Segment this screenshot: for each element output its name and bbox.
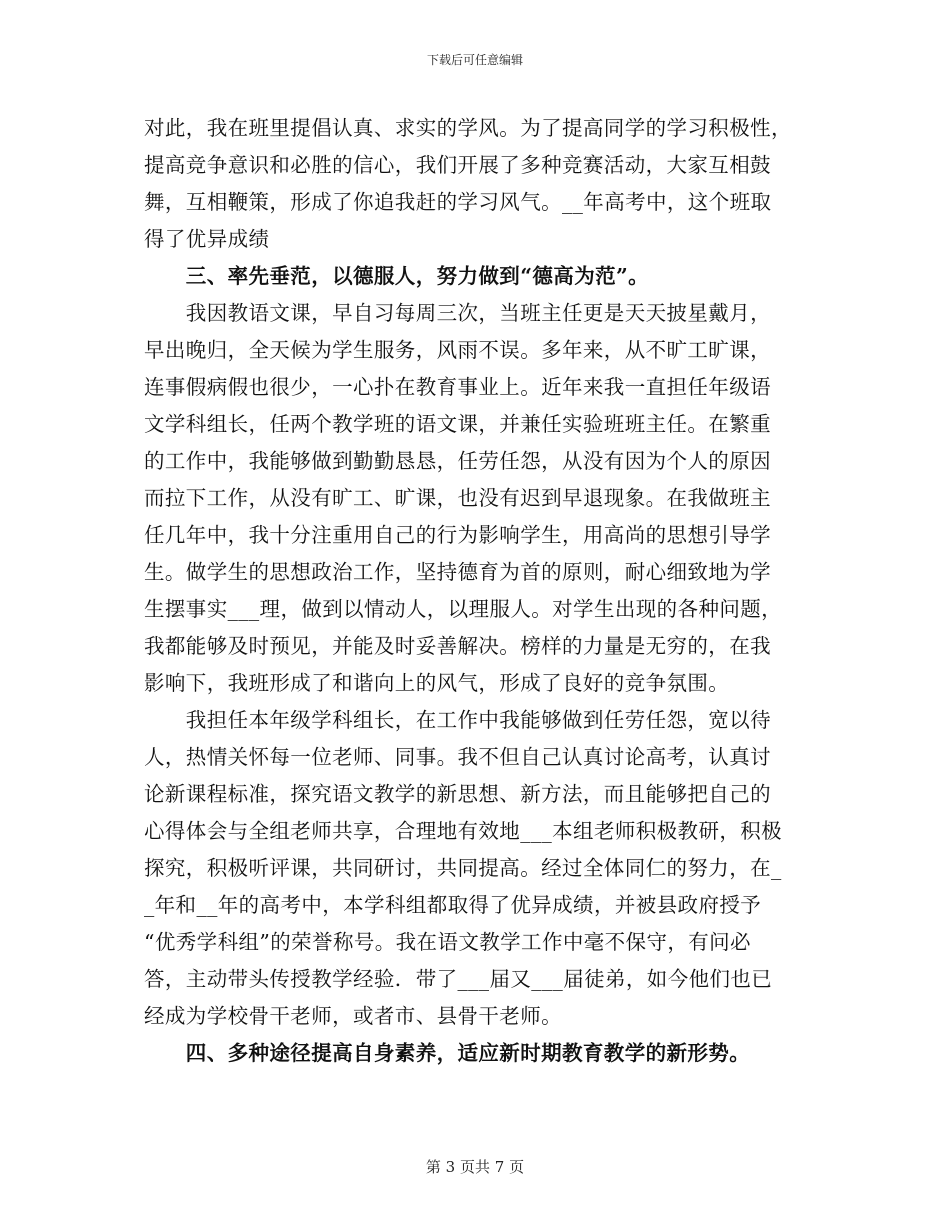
section-heading-4: 四、多种途径提高自身素养，适应新时期教育教学的新形势。 — [144, 1041, 751, 1065]
paragraph-line: 我担任本年级学科组长，在工作中我能够做到任劳任怨，宽以待 — [144, 708, 771, 732]
paragraph-line: 论新课程标准，探究语文教学的新思想、新方法，而且能够把自己的 — [144, 782, 771, 806]
paragraph-line: 我因教语文课，早自习每周三次，当班主任更是天天披星戴月， — [144, 301, 771, 325]
paragraph-line: 舞，互相鞭策，形成了你追我赶的学习风气。__年高考中，这个班取 — [144, 190, 772, 214]
paragraph-line: 探究，积极听评课，共同研讨，共同提高。经过全体同仁的努力，在_ — [144, 856, 782, 880]
paragraph-line: _年和__年的高考中，本学科组都取得了优异成绩，并被县政府授予 — [144, 893, 762, 917]
paragraph-line: 生。做学生的思想政治工作，坚持德育为首的原则，耐心细致地为学 — [144, 560, 771, 584]
paragraph-line: 文学科组长，任两个教学班的语文课，并兼任实验班班主任。在繁重 — [144, 412, 771, 436]
paragraph-line: 经成为学校骨干老师，或者市、县骨干老师。 — [144, 1004, 562, 1028]
paragraph-line: 生摆事实___理，做到以情动人，以理服人。对学生出现的各种问题， — [144, 597, 783, 621]
paragraph-line: 早出晚归，全天候为学生服务，风雨不误。多年来，从不旷工旷课， — [144, 338, 771, 362]
paragraph-line: 人，热情关怀每一位老师、同事。我不但自己认真讨论高考，认真讨 — [144, 745, 771, 769]
paragraph-line: “优秀学科组”的荣誉称号。我在语文教学工作中毫不保守，有问必 — [144, 930, 751, 954]
paragraph-line: 对此，我在班里提倡认真、求实的学风。为了提高同学的学习积极性， — [144, 116, 792, 140]
paragraph-line: 的工作中，我能够做到勤勤恳恳，任劳任怨，从没有因为个人的原因 — [144, 449, 771, 473]
paragraph-line: 得了优异成绩 — [144, 227, 270, 251]
paragraph-line: 影响下，我班形成了和谐向上的风气，形成了良好的竞争氛围。 — [144, 671, 730, 695]
paragraph-line: 答，主动带头传授教学经验．带了___届又___届徒弟，如今他们也已 — [144, 967, 773, 991]
paragraph-line: 任几年中，我十分注重用自己的行为影响学生，用高尚的思想引导学 — [144, 523, 771, 547]
paragraph-line: 而拉下工作，从没有旷工、旷课，也没有迟到早退现象。在我做班主 — [144, 486, 771, 510]
page-header: 下载后可任意编辑 — [426, 53, 523, 67]
section-heading-3: 三、率先垂范，以德服人，努力做到“德高为范”。 — [144, 264, 650, 288]
paragraph-line: 心得体会与全组老师共享，合理地有效地___本组老师积极教研，积极 — [144, 819, 783, 843]
page-footer: 第 3 页共 7 页 — [425, 1158, 525, 1176]
paragraph-line: 我都能够及时预见，并能及时妥善解决。榜样的力量是无穷的，在我 — [144, 634, 771, 658]
paragraph-line: 提高竞争意识和必胜的信心，我们开展了多种竞赛活动，大家互相鼓 — [144, 153, 771, 177]
paragraph-line: 连事假病假也很少，一心扑在教育事业上。近年来我一直担任年级语 — [144, 375, 771, 399]
